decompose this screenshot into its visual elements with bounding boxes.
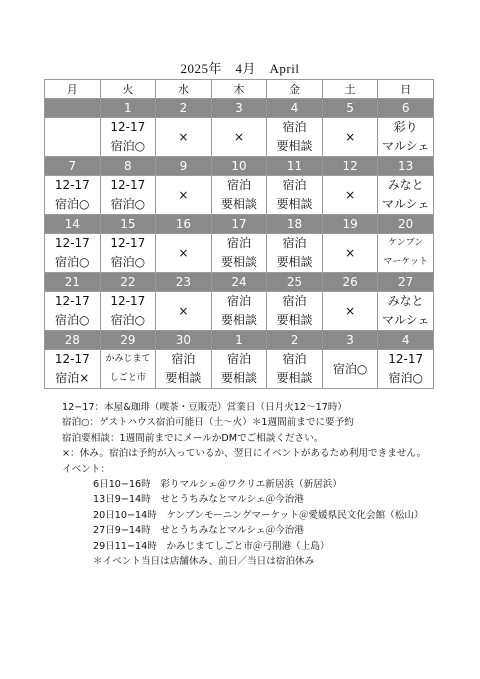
date-number: 12 — [322, 157, 378, 176]
day-cell — [322, 292, 378, 331]
date-row — [45, 99, 434, 118]
date-number: 1 — [100, 99, 156, 118]
date-number: 2 — [267, 331, 323, 350]
day-cell — [100, 292, 156, 331]
day-cell — [378, 118, 434, 157]
day-cell-line2: 要相談 — [276, 255, 313, 269]
note-hours: 12−17：本屋&珈琲（喫茶・豆販売）営業日（日月火12〜17時） — [62, 402, 348, 413]
day-cell-line1: みなと — [387, 178, 424, 192]
day-cell — [378, 292, 434, 331]
day-cell-line1: × — [178, 187, 189, 202]
day-cell — [156, 292, 212, 331]
date-number: 6 — [378, 99, 434, 118]
date-number: 27 — [378, 273, 434, 292]
date-number: 26 — [322, 273, 378, 292]
weekday-sun: 日 — [378, 80, 434, 99]
date-number: 16 — [156, 215, 212, 234]
day-cell — [378, 350, 434, 389]
date-number: 13 — [378, 157, 434, 176]
day-cell — [45, 234, 101, 273]
weekday-fri: 金 — [267, 80, 323, 99]
day-cell-line1: 12-17 — [54, 178, 90, 192]
day-cell-line1: × — [233, 129, 244, 144]
day-cell-line2: 要相談 — [165, 371, 202, 385]
day-cell-line1: みなと — [387, 294, 424, 308]
date-number: 10 — [211, 157, 267, 176]
day-cell-line1: × — [345, 129, 356, 144]
day-cell — [378, 176, 434, 215]
day-cell-line1: 宿泊 — [226, 352, 251, 366]
day-cell — [156, 350, 212, 389]
day-cell-line2: 宿泊○ — [110, 313, 146, 327]
day-cell — [267, 350, 323, 389]
day-cell — [45, 292, 101, 331]
date-number: 7 — [45, 157, 101, 176]
day-cell-line1: 宿泊 — [171, 352, 196, 366]
date-number: 29 — [100, 331, 156, 350]
day-cell — [156, 176, 212, 215]
date-number: 11 — [267, 157, 323, 176]
day-cell-line2: マルシェ — [381, 197, 430, 211]
day-cell-line1: 12-17 — [54, 352, 90, 366]
date-number: 1 — [211, 331, 267, 350]
day-cell-line2: 要相談 — [220, 255, 257, 269]
day-cell — [378, 234, 434, 273]
date-number: 30 — [156, 331, 212, 350]
day-cell — [45, 176, 101, 215]
day-cell-line1: 彩り — [393, 120, 418, 134]
event-item: 29日11−14時 かみじまてしごと市＠弓削港（上島） — [93, 540, 330, 552]
day-cell — [100, 118, 156, 157]
day-cell — [322, 118, 378, 157]
day-cell-line2: 宿泊○ — [110, 197, 146, 211]
calendar-body — [45, 99, 434, 389]
content-row — [45, 234, 434, 273]
day-cell-line1: 12-17 — [54, 236, 90, 250]
date-number — [45, 99, 101, 118]
day-cell-line1: 12-17 — [54, 294, 90, 308]
weekday-sat: 土 — [322, 80, 378, 99]
day-cell-line2: 要相談 — [220, 313, 257, 327]
date-number: 3 — [322, 331, 378, 350]
day-cell-line2: 宿泊○ — [55, 197, 90, 211]
content-row — [45, 292, 434, 331]
event-note: ＊イベント当日は店舗休み、前日／当日は宿泊休み — [93, 556, 315, 568]
date-number: 20 — [378, 215, 434, 234]
day-cell-line2: 宿泊○ — [55, 255, 90, 269]
day-cell — [267, 234, 323, 273]
day-cell — [211, 234, 267, 273]
weekday-header-row — [45, 80, 434, 99]
day-cell-line1: × — [178, 303, 189, 318]
weekday-thu: 木 — [211, 80, 267, 99]
day-cell-line1: かみじまて — [105, 354, 151, 364]
day-cell-line1: 宿泊 — [226, 178, 251, 192]
day-cell-line1: 12-17 — [110, 120, 146, 134]
day-cell-line2: 要相談 — [276, 371, 313, 385]
event-item: 13日9−14時 せとうちみなとマルシェ＠今治港 — [93, 494, 304, 506]
date-row — [45, 273, 434, 292]
day-cell-line1: 12-17 — [110, 236, 146, 250]
date-number: 5 — [322, 99, 378, 118]
content-row — [45, 118, 434, 157]
day-cell — [322, 176, 378, 215]
day-cell-line1: 宿泊 — [226, 294, 251, 308]
day-cell — [100, 176, 156, 215]
day-cell-line2: 要相談 — [220, 371, 257, 385]
day-cell — [322, 234, 378, 273]
day-cell-line2: 宿泊○ — [55, 313, 90, 327]
date-number: 24 — [211, 273, 267, 292]
day-cell-line1: × — [178, 129, 189, 144]
note-stay-ok: 宿泊○：ゲストハウス宿泊可能日（土〜火）＊1週間前までに要予約 — [62, 417, 354, 429]
day-cell — [211, 350, 267, 389]
day-cell-line1: 12-17 — [110, 178, 146, 192]
date-number: 19 — [322, 215, 378, 234]
day-cell-line1: 宿泊 — [282, 120, 307, 134]
day-cell-line1: ケンブン — [388, 238, 424, 248]
day-cell-line1: 宿泊 — [226, 236, 251, 250]
event-item: 6日10−16時 彩りマルシェ＠ワクリエ新居浜（新居浜） — [93, 479, 342, 491]
content-row — [45, 176, 434, 215]
day-cell — [211, 292, 267, 331]
date-number: 15 — [100, 215, 156, 234]
date-number: 9 — [156, 157, 212, 176]
content-row — [45, 350, 434, 389]
day-cell-line2: しごと市 — [109, 373, 146, 383]
day-cell — [156, 234, 212, 273]
day-cell — [100, 350, 156, 389]
weekday-wed: 水 — [156, 80, 212, 99]
note-events-heading: イベント： — [62, 463, 110, 475]
date-number: 8 — [100, 157, 156, 176]
date-number: 18 — [267, 215, 323, 234]
event-item: 27日9−14時 せとうちみなとマルシェ＠今治港 — [93, 525, 304, 537]
date-number: 2 — [156, 99, 212, 118]
day-cell-line1: 宿泊○ — [332, 361, 368, 376]
day-cell — [322, 350, 378, 389]
day-cell-line1: 宿泊 — [282, 236, 307, 250]
calendar-table — [44, 79, 434, 389]
day-cell — [45, 118, 101, 157]
date-row — [45, 215, 434, 234]
day-cell-line1: × — [178, 245, 189, 260]
day-cell — [267, 292, 323, 331]
day-cell-line2: 要相談 — [276, 197, 313, 211]
weekday-tue: 火 — [100, 80, 156, 99]
day-cell-line1: 宿泊 — [282, 352, 307, 366]
day-cell-line2: 宿泊○ — [110, 139, 146, 153]
day-cell — [100, 234, 156, 273]
day-cell-line1: × — [345, 245, 356, 260]
date-number: 4 — [267, 99, 323, 118]
note-stay-consult: 宿泊要相談：1週間前までにメールかDMでご相談ください。 — [62, 432, 324, 444]
date-number: 28 — [45, 331, 101, 350]
event-item: 20日10−14時 ケンブンモーニングマーケット＠愛媛県民文化会館（松山） — [93, 509, 424, 521]
day-cell — [267, 118, 323, 157]
day-cell-line2: マーケット — [383, 257, 428, 267]
day-cell — [211, 118, 267, 157]
date-number: 4 — [378, 331, 434, 350]
day-cell-line2: 宿泊○ — [388, 371, 423, 385]
date-row — [45, 157, 434, 176]
date-number: 3 — [211, 99, 267, 118]
day-cell — [45, 350, 101, 389]
date-number: 17 — [211, 215, 267, 234]
date-number: 23 — [156, 273, 212, 292]
day-cell-line1: 12-17 — [110, 294, 146, 308]
page-title: 2025年 4月 April — [180, 61, 300, 76]
day-cell-line2: 宿泊○ — [110, 255, 146, 269]
day-cell-line1: 12-17 — [388, 352, 424, 366]
day-cell-line2: 宿泊× — [55, 371, 90, 385]
date-number: 21 — [45, 273, 101, 292]
day-cell-line2: マルシェ — [381, 313, 430, 327]
date-row — [45, 331, 434, 350]
note-closed: ×：休み。宿泊は予約が入っているか、翌日にイベントがあるため利用できません。 — [62, 448, 427, 460]
day-cell — [211, 176, 267, 215]
day-cell-line2: マルシェ — [381, 139, 430, 153]
day-cell-line1: × — [345, 187, 356, 202]
day-cell-line2: 要相談 — [220, 197, 257, 211]
weekday-mon: 月 — [45, 80, 101, 99]
notes-section — [62, 400, 462, 569]
day-cell-line1: 宿泊 — [282, 294, 307, 308]
day-cell — [156, 118, 212, 157]
day-cell-line2: 要相談 — [276, 313, 313, 327]
date-number: 14 — [45, 215, 101, 234]
day-cell-line1: 宿泊 — [282, 178, 307, 192]
date-number: 25 — [267, 273, 323, 292]
day-cell-line2: 要相談 — [276, 139, 313, 153]
day-cell — [267, 176, 323, 215]
day-cell-line1: × — [345, 303, 356, 318]
date-number: 22 — [100, 273, 156, 292]
